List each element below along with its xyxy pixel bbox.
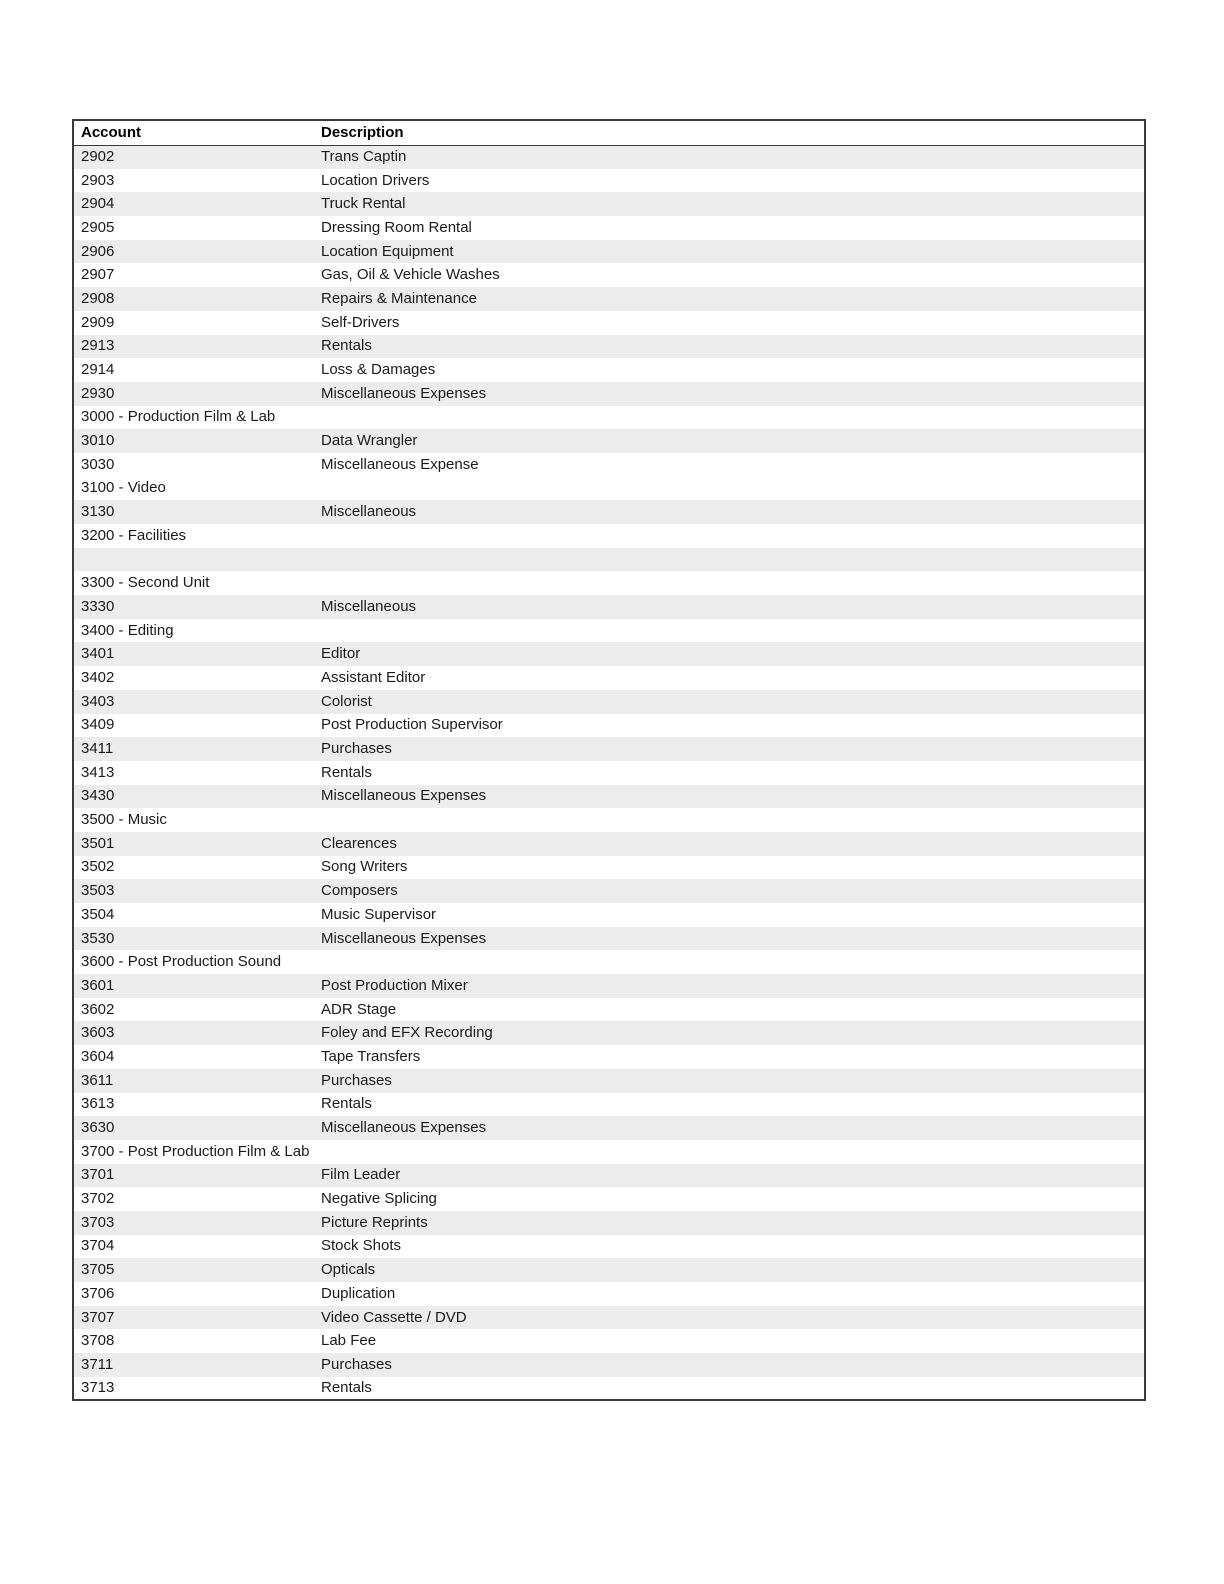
table-row [73,974,1145,998]
account-cell: 3501 [81,834,115,852]
blank-row [73,548,1145,572]
description-cell: Film Leader [321,1166,401,1184]
table-row [73,1187,1145,1211]
description-cell: Repairs & Maintenance [321,289,477,307]
account-cell: 2902 [81,148,115,166]
account-cell: 3603 [81,1024,115,1042]
account-cell: 2909 [81,313,115,331]
section-row [73,808,1145,832]
account-cell: 3708 [81,1332,115,1350]
table-row [73,1282,1145,1306]
description-cell: Miscellaneous Expenses [321,384,487,402]
table-row [73,358,1145,382]
section-label: 3600 - Post Production Sound [81,953,282,971]
description-cell: Music Supervisor [321,905,437,923]
description-cell: Rentals [321,1379,372,1397]
description-cell: Location Drivers [321,171,430,189]
description-cell: Dressing Room Rental [321,218,472,236]
account-cell: 3630 [81,1119,115,1137]
table-row [73,927,1145,951]
description-column-header: Description [314,120,1145,145]
table-row [73,1211,1145,1235]
table-row [73,1235,1145,1259]
account-cell: 3704 [81,1237,115,1255]
section-row [73,477,1145,501]
description-cell: Colorist [321,692,372,710]
section-label: 3000 - Production Film & Lab [81,408,276,426]
account-cell: 2913 [81,337,115,355]
account-cell: 3701 [81,1166,115,1184]
table-row [73,263,1145,287]
description-cell: Miscellaneous Expense [321,455,479,473]
table-row [73,382,1145,406]
table-row [73,737,1145,761]
table-row [73,1306,1145,1330]
description-cell: Miscellaneous [321,503,417,521]
table-row [73,145,1145,169]
table-row [73,1093,1145,1117]
account-cell: 3504 [81,905,115,923]
account-cell: 3413 [81,763,115,781]
table-row [73,903,1145,927]
description-cell: Purchases [321,740,392,758]
account-cell: 3430 [81,787,115,805]
account-cell: 3703 [81,1213,115,1231]
table-row [73,595,1145,619]
description-cell: Negative Splicing [321,1190,437,1208]
table-header [73,120,1145,145]
description-cell: Rentals [321,337,372,355]
account-cell: 3611 [81,1071,114,1089]
account-cell: 2905 [81,218,115,236]
description-cell: Stock Shots [321,1237,402,1255]
section-label: 3400 - Editing [81,621,174,639]
account-cell: 3010 [81,432,115,450]
description-cell: Duplication [321,1284,396,1302]
table-row [73,690,1145,714]
table-row [73,1021,1145,1045]
account-cell: 2908 [81,289,115,307]
account-cell: 2904 [81,195,115,213]
description-cell: Post Production Supervisor [321,716,503,734]
table-row [73,169,1145,193]
section-row [73,524,1145,548]
table-row [73,761,1145,785]
account-cell: 3030 [81,455,115,473]
description-cell: Rentals [321,763,372,781]
account-cell: 3403 [81,692,115,710]
table-row [73,429,1145,453]
table-row [73,311,1145,335]
description-cell: Assistant Editor [321,668,426,686]
account-cell: 3409 [81,716,115,734]
account-cell: 3530 [81,929,115,947]
description-cell: ADR Stage [321,1000,397,1018]
account-cell: 3401 [81,645,115,663]
section-label: 3300 - Second Unit [81,574,210,592]
account-cell: 3702 [81,1190,115,1208]
description-cell: Clearences [321,834,397,852]
table-row [73,500,1145,524]
account-cell: 3604 [81,1047,115,1065]
section-label: 3500 - Music [81,811,167,829]
table-row [73,879,1145,903]
description-cell: Miscellaneous Expenses [321,1119,487,1137]
description-cell: Lab Fee [321,1332,377,1350]
section-row [73,619,1145,643]
table-row [73,216,1145,240]
description-cell: Picture Reprints [321,1213,428,1231]
section-label: 3100 - Video [81,479,166,497]
account-cell: 3613 [81,1095,115,1113]
table-body [73,145,1145,1400]
account-cell: 3402 [81,668,115,686]
table-row [73,714,1145,738]
description-cell: Editor [321,645,361,663]
account-cell: 3713 [81,1379,115,1397]
accounts-table-container [72,119,1146,1401]
table-row [73,832,1145,856]
table-row [73,1258,1145,1282]
table-row [73,287,1145,311]
table-row [73,642,1145,666]
description-cell: Self-Drivers [321,313,400,331]
table-row [73,1377,1145,1401]
section-row [73,950,1145,974]
description-cell: Purchases [321,1355,392,1373]
description-cell: Rentals [321,1095,372,1113]
description-cell: Miscellaneous Expenses [321,787,487,805]
description-cell: Loss & Damages [321,361,436,379]
account-cell: 3601 [81,976,115,994]
description-cell: Truck Rental [321,195,406,213]
table-row [73,785,1145,809]
account-cell: 3706 [81,1284,115,1302]
description-cell: Opticals [321,1261,376,1279]
table-row [73,666,1145,690]
account-cell: 3705 [81,1261,115,1279]
table-row [73,1329,1145,1353]
description-cell: Purchases [321,1071,392,1089]
table-row [73,856,1145,880]
description-cell: Tape Transfers [321,1047,421,1065]
description-cell: Foley and EFX Recording [321,1024,493,1042]
description-cell: Song Writers [321,858,408,876]
table-row [73,335,1145,359]
description-cell: Trans Captin [321,148,407,166]
table-row [73,1116,1145,1140]
table-row [73,998,1145,1022]
description-cell: Location Equipment [321,242,454,260]
description-cell: Composers [321,882,398,900]
section-row [73,406,1145,430]
account-cell: 2906 [81,242,115,260]
description-cell: Miscellaneous [321,597,417,615]
account-cell: 2930 [81,384,115,402]
account-cell: 2907 [81,266,115,284]
section-label: 3200 - Facilities [81,526,187,544]
account-cell: 2903 [81,171,115,189]
description-cell: Miscellaneous Expenses [321,929,487,947]
account-cell: 3602 [81,1000,115,1018]
account-cell: 3502 [81,858,115,876]
accounts-table [72,119,1146,1401]
table-row [73,1045,1145,1069]
table-row [73,192,1145,216]
account-cell: 3330 [81,597,115,615]
account-cell: 3711 [81,1355,114,1373]
header-row [73,120,1145,145]
table-row [73,240,1145,264]
section-label: 3700 - Post Production Film & Lab [81,1142,310,1160]
blank-cell [73,548,1145,572]
table-row [73,1069,1145,1093]
section-row [73,1140,1145,1164]
table-row [73,1353,1145,1377]
table-row [73,453,1145,477]
section-row [73,571,1145,595]
table-row [73,1164,1145,1188]
description-cell: Post Production Mixer [321,976,468,994]
description-cell: Gas, Oil & Vehicle Washes [321,266,500,284]
account-cell: 3503 [81,882,115,900]
account-cell: 3411 [81,740,114,758]
description-cell: Video Cassette / DVD [321,1308,467,1326]
account-column-header: Account [73,120,314,145]
account-cell: 3707 [81,1308,115,1326]
account-cell: 3130 [81,503,115,521]
account-cell: 2914 [81,361,115,379]
description-cell: Data Wrangler [321,432,418,450]
